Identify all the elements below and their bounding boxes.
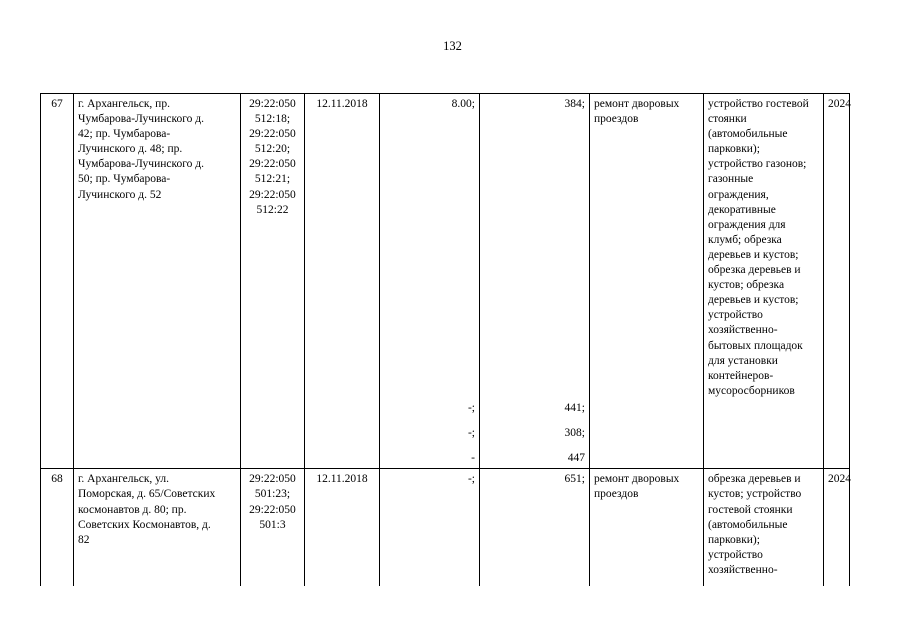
- work-type-line: ремонт дворовых: [594, 473, 680, 486]
- row-number-cell: [41, 94, 74, 469]
- row-number: 67: [51, 98, 63, 110]
- cadastral-cell: [241, 94, 305, 469]
- date-value: 12.11.2018: [316, 473, 368, 486]
- address-line: космонавтов д. 80; пр.: [78, 503, 187, 516]
- address-line: 82: [78, 533, 90, 546]
- address-line: Чумбарова-Лучинского д.: [78, 113, 205, 126]
- measure-line: газонные: [708, 173, 754, 186]
- address-line: Лучинского д. 52: [78, 188, 162, 201]
- address-line: Советских Космонавтов, д.: [78, 518, 211, 531]
- cadastral-line: 29:22:050: [249, 98, 296, 110]
- year-value: 2024: [828, 473, 851, 486]
- measure-line: бытовых площадок: [708, 339, 803, 352]
- measure-line: декоративные: [708, 203, 776, 216]
- date-cell: [305, 469, 380, 587]
- measure-line: для установки: [708, 354, 778, 367]
- measure-line: контейнеров-: [708, 369, 774, 382]
- year-value: 2024: [828, 98, 851, 110]
- cadastral-line: 29:22:050: [249, 473, 296, 486]
- work-type-line: проездов: [594, 488, 639, 501]
- address-line: г. Архангельск, ул.: [78, 473, 170, 486]
- cadastral-cell: [241, 469, 305, 587]
- measure-line: устройство газонов;: [708, 158, 807, 171]
- cadastral-line: 512:20;: [254, 143, 291, 156]
- area-cell: [380, 469, 480, 587]
- measures-cell: [704, 94, 824, 469]
- measures-cell: [704, 469, 824, 587]
- page-number: 132: [443, 39, 462, 53]
- measure-line: (автомобильные: [708, 128, 788, 141]
- measure-line: устройство гостевой: [708, 98, 809, 110]
- measure-line: хозяйственно-: [708, 563, 778, 576]
- table-row: [41, 469, 850, 587]
- measure-line: мусоросборников: [708, 384, 795, 397]
- cadastral-line: 501:3: [259, 518, 286, 531]
- cadastral-line: 512:22: [256, 203, 289, 216]
- address-line: Поморская, д. 65/Советских: [78, 488, 216, 501]
- cadastral-line: 29:22:050: [249, 503, 296, 516]
- cost-value: 384;: [564, 98, 585, 110]
- measure-line: устройство: [708, 309, 763, 322]
- cost-value: 651;: [564, 473, 585, 486]
- address-cell: [74, 94, 241, 469]
- cost-value: 441;: [564, 402, 585, 415]
- table-row: [41, 94, 850, 469]
- measure-line: ограждения для: [708, 218, 786, 231]
- measure-line: стоянки: [708, 113, 747, 126]
- measure-line: деревьев и кустов;: [708, 294, 799, 307]
- work-type-cell: [590, 94, 704, 469]
- measure-line: парковки);: [708, 533, 760, 546]
- address-line: Лучинского д. 48; пр.: [78, 143, 183, 156]
- cadastral-line: 512:18;: [254, 113, 291, 126]
- cadastral-line: 512:21;: [254, 173, 291, 186]
- work-type-line: ремонт дворовых: [594, 98, 680, 110]
- measure-line: гостевой стоянки: [708, 503, 793, 516]
- measure-line: (автомобильные: [708, 518, 788, 531]
- address-line: 50; пр. Чумбарова-: [78, 173, 171, 186]
- address-cell: [74, 469, 241, 587]
- area-value: -;: [467, 427, 475, 440]
- area-value: -;: [467, 402, 475, 415]
- area-spacer: [384, 112, 475, 401]
- measure-line: обрезка деревьев и: [708, 473, 801, 486]
- cost-cell: [480, 94, 590, 469]
- measure-line: парковки);: [708, 143, 760, 156]
- area-value: 8.00;: [451, 98, 475, 110]
- measure-line: деревьев и кустов;: [708, 248, 799, 261]
- register-table: [40, 93, 850, 586]
- address-line: Чумбарова-Лучинского д.: [78, 158, 205, 171]
- cost-spacer: [484, 112, 585, 401]
- area-cell: [380, 94, 480, 469]
- cadastral-line: 29:22:050: [249, 188, 296, 201]
- date-value: 12.11.2018: [316, 98, 368, 110]
- measure-line: кустов; устройство: [708, 488, 802, 501]
- cost-value: 447: [567, 452, 585, 465]
- address-line: г. Архангельск, пр.: [78, 98, 170, 110]
- row-number-cell: [41, 469, 74, 587]
- date-cell: [305, 94, 380, 469]
- cadastral-line: 501:23;: [254, 488, 291, 501]
- cadastral-line: 29:22:050: [249, 128, 296, 141]
- measure-line: клумб; обрезка: [708, 233, 782, 246]
- year-cell: [824, 94, 850, 469]
- cadastral-line: 29:22:050: [249, 158, 296, 171]
- measure-line: хозяйственно-: [708, 324, 778, 337]
- measure-line: ограждения,: [708, 188, 769, 201]
- row-number: 68: [51, 473, 63, 486]
- address-line: 42; пр. Чумбарова-: [78, 128, 171, 141]
- measure-line: устройство: [708, 548, 763, 561]
- work-type-line: проездов: [594, 113, 639, 126]
- measure-line: обрезка деревьев и: [708, 264, 801, 277]
- cost-value: 308;: [564, 427, 585, 440]
- year-cell: [824, 469, 850, 587]
- measure-line: кустов; обрезка: [708, 279, 785, 292]
- area-value: -: [471, 452, 475, 465]
- area-value: -;: [467, 473, 475, 486]
- cost-cell: [480, 469, 590, 587]
- work-type-cell: [590, 469, 704, 587]
